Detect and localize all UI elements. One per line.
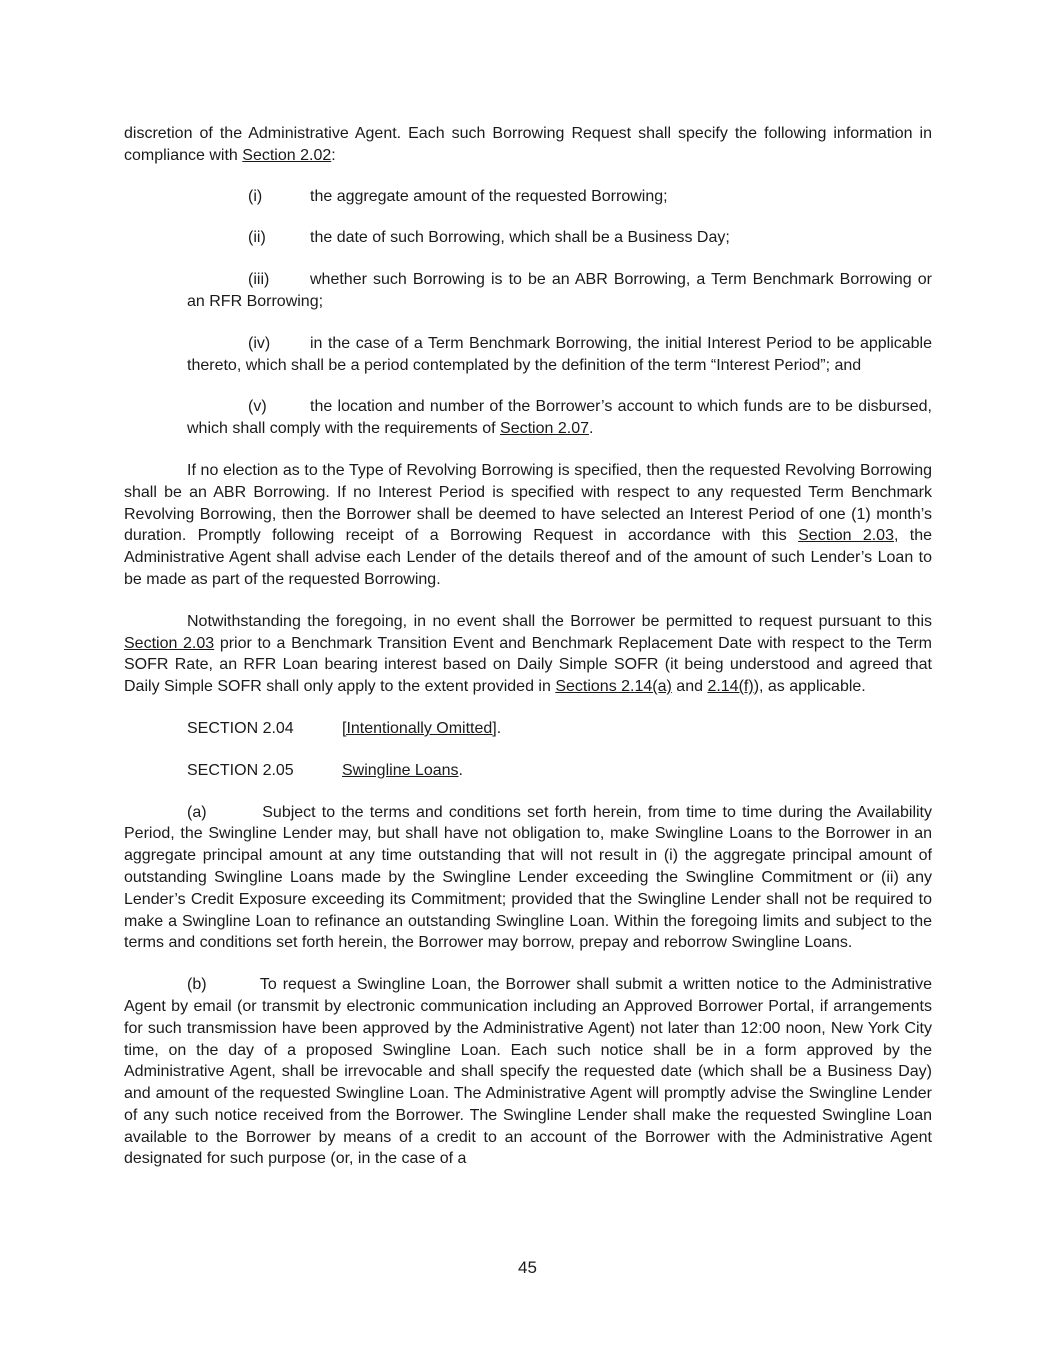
list-item: (v) the location and number of the Borrower’s account to which funds are to be disbursed, which shall comply with the requirements of Section 2.07. [187, 398, 932, 438]
section-link[interactable]: Sections 2.14(a) [555, 678, 672, 696]
section-link[interactable]: 2.14(f) [707, 678, 754, 696]
paragraph: If no election as to the Type of Revolving Borrowing is specified, then the requested Revolving Borrowing shall be an ABR Borrowing. If no Interest Period is specified with respect to any requested Term Benchmark Revolving Borrowing, then the Borrower shall be deemed to have selected an Interest Period of one (1) month’s duration. Promptly following receipt of a Borrowing Request in accordance with this Section 2.03, the Administrative Agent shall advise each Lender of the details thereof and of the amount of such Lender’s Loan to be made as part of the requested Borrowing. [124, 461, 933, 588]
paragraph-b: (b) To request a Swingline Loan, the Borrower shall submit a written notice to the Administrative Agent by email (or transmit by electronic communication including an Approved Borrower Portal, if arrangements for such transmission have been approved by the Administrative Agent) not later than 12:00 noon, New York City time, on the day of a proposed Swingline Loan. Each such notice shall be in a form approved by the Administrative Agent, shall be irrevocable and shall specify the requested date (which shall be a Business Day) and amount of the requested Swingline Loan. The Administrative Agent will promptly advise the Swingline Lender of any such notice received from the Borrower. The Swingline Lender shall make the requested Swingline Loan available to the Borrower by means of a credit to an account of the Borrower with the Administrative Agent designated for such purpose (or, in the case of a [124, 976, 937, 1168]
section-heading: SECTION 2.04 [Intentionally Omitted]. [187, 719, 502, 737]
section-link[interactable]: Section 2.07 [500, 420, 589, 438]
section-title: Swingline Loans [342, 761, 459, 779]
list-item: (ii) the date of such Borrowing, which shall be a Business Day; [248, 229, 730, 247]
list-item: (i) the aggregate amount of the requested Borrowing; [248, 187, 668, 205]
document-page [124, 123, 937, 1170]
list-item: (iv) in the case of a Term Benchmark Borrowing, the initial Interest Period to be applicable thereto, which shall be a period contemplated by the definition of the term “Interest Period”; and [187, 334, 932, 374]
section-link[interactable]: Section 2.03 [124, 634, 215, 652]
list-item: (iii) whether such Borrowing is to be an ABR Borrowing, a Term Benchmark Borrowing or an RFR Borrowing; [187, 271, 932, 310]
section-link[interactable]: Section 2.03 [798, 527, 894, 545]
section-link[interactable]: Section 2.02 [242, 146, 332, 164]
intro-paragraph: discretion of the Administrative Agent. Each such Borrowing Request shall specify the following information in compliance with Section 2.02: [124, 125, 932, 164]
paragraph: Notwithstanding the foregoing, in no event shall the Borrower be permitted to request pursuant to this Section 2.03 prior to a Benchmark Transition Event and Benchmark Replacement Date with respect to the Term SOFR Rate, an RFR Loan bearing interest based on Daily Simple SOFR (it being understood and agreed that Daily Simple SOFR shall only apply to the extent provided in Sections 2.14(a) and 2.14(f)), as applicable. [124, 612, 933, 696]
section-title: [Intentionally Omitted] [342, 719, 497, 737]
page-number: 45 [518, 1258, 537, 1277]
section-heading: SECTION 2.05 Swingline Loans. [187, 761, 463, 779]
paragraph-a: (a) Subject to the terms and conditions set forth herein, from time to time during the Availability Period, the Swingline Lender may, but shall have not obligation to, make Swingline Loans to the Borrower in an aggregate principal amount at any time outstanding that will not result in (i) the aggregate principal amount of outstanding Swingline Loans made by the Swingline Lender exceeding the Swingline Commitment or (ii) any Lender’s Credit Exposure exceeding its Commitment; provided that the Swingline Lender shall not be required to make a Swingline Loan to refinance an outstanding Swingline Loan. Within the foregoing limits and subject to the terms and conditions set forth herein, the Borrower may borrow, prepay and reborrow Swingline Loans. [124, 803, 937, 952]
